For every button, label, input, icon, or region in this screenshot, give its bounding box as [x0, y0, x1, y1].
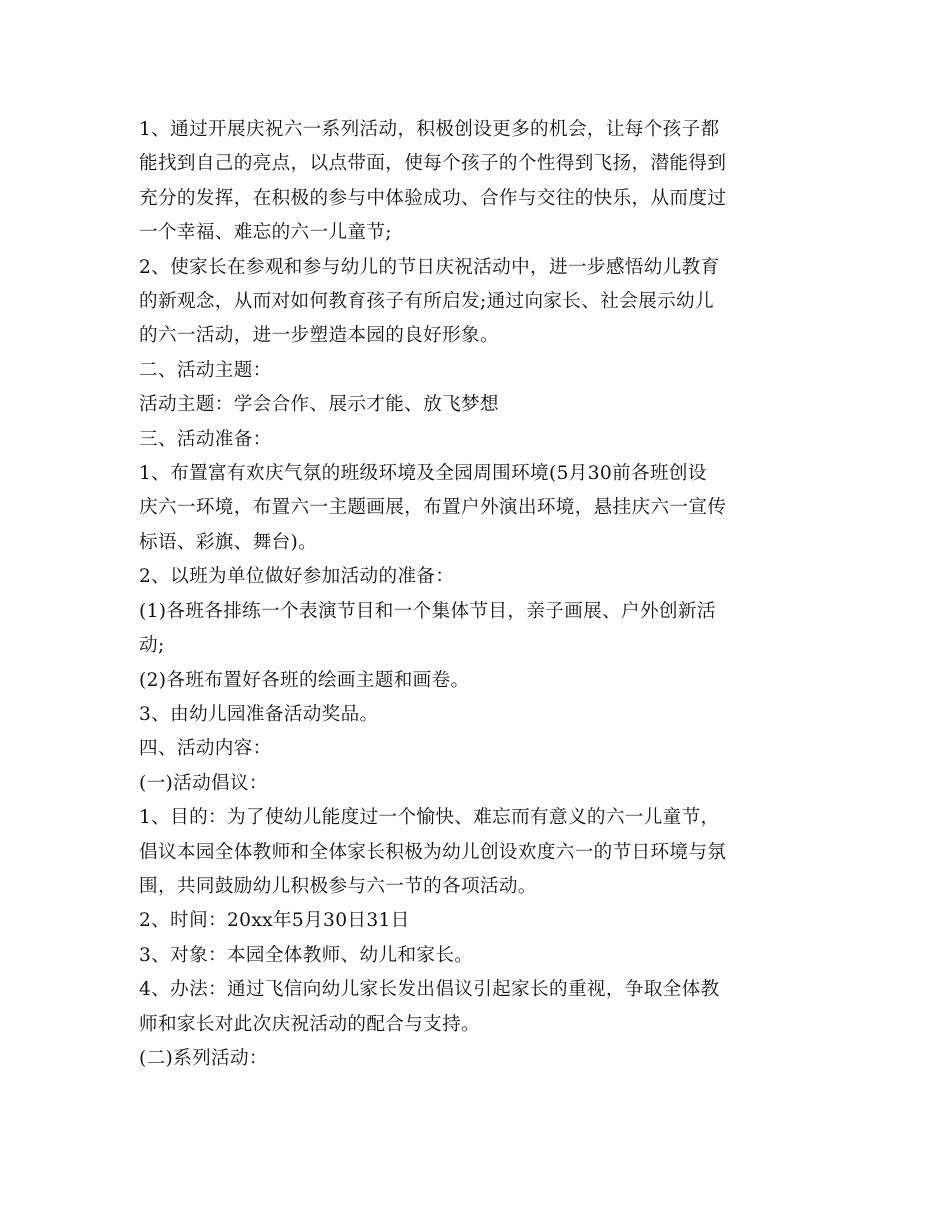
text-line: 3、对象：本园全体教师、幼儿和家长。 [139, 944, 474, 966]
paragraph [139, 113, 819, 251]
text-line: 围，共同鼓励幼儿积极参与六一节的各项活动。 [139, 875, 537, 897]
text-line: 的六一活动，进一步塑造本园的良好形象。 [139, 325, 499, 347]
text-line: 2、使家长在参观和参与幼儿的节日庆祝活动中，进一步感悟幼儿教育 [139, 256, 720, 278]
text-line: 3、由幼儿园准备活动奖品。 [139, 703, 379, 725]
paragraph [139, 767, 819, 801]
text-line: 1、布置富有欢庆气氛的班级环境及全园周围环境(5月30前各班创设 [139, 463, 707, 485]
paragraph [139, 423, 819, 457]
text-line: 师和家长对此次庆祝活动的配合与支持。 [139, 1013, 480, 1035]
text-line: 的新观念，从而对如何教育孩子有所启发;通过向家长、社会展示幼儿 [139, 291, 714, 313]
text-line: 活动主题：学会合作、展示才能、放飞梦想 [139, 394, 499, 416]
text-line: 一个幸福、难忘的六一儿童节; [139, 222, 392, 244]
text-line: 动; [139, 635, 165, 657]
text-line: (一)活动倡议： [139, 772, 268, 794]
text-line: 四、活动内容： [139, 738, 272, 760]
paragraph [139, 560, 819, 594]
paragraph [139, 801, 819, 904]
text-line: 2、时间：20xx年5月30日31日 [139, 910, 410, 932]
text-line: (二)系列活动： [139, 1047, 268, 1069]
text-line: 充分的发挥，在积极的参与中体验成功、合作与交往的快乐，从而度过 [139, 187, 727, 209]
text-line: 倡议本园全体教师和全体家长积极为幼儿创设欢度六一的节日环境与氛 [139, 841, 727, 863]
text-line: 二、活动主题： [139, 359, 272, 381]
paragraph [139, 457, 819, 560]
text-line: 庆六一环境，布置六一主题画展，布置户外演出环境，悬挂庆六一宣传 [139, 497, 727, 519]
paragraph [139, 698, 819, 732]
text-line: (1)各班各排练一个表演节目和一个集体节目，亲子画展、户外创新活 [139, 600, 716, 622]
text-line: 三、活动准备： [139, 428, 272, 450]
paragraph [139, 904, 819, 938]
paragraph [139, 388, 819, 422]
paragraph [139, 595, 819, 664]
paragraph [139, 354, 819, 388]
text-line: 4、办法：通过飞信向幼儿家长发出倡议引起家长的重视，争取全体教 [139, 979, 720, 1001]
paragraph [139, 664, 819, 698]
text-line: 2、以班为单位做好参加活动的准备： [139, 566, 455, 588]
paragraph [139, 251, 819, 354]
text-line: 能找到自己的亮点，以点带面，使每个孩子的个性得到飞扬，潜能得到 [139, 153, 727, 175]
text-line: 标语、彩旗、舞台)。 [139, 531, 318, 553]
paragraph [139, 1042, 819, 1076]
text-line: 1、目的：为了使幼儿能度过一个愉快、难忘而有意义的六一儿童节， [139, 807, 720, 829]
paragraph [139, 939, 819, 973]
document-body [139, 113, 819, 1076]
text-line: (2)各班布置好各班的绘画主题和画卷。 [139, 669, 470, 691]
text-line: 1、通过开展庆祝六一系列活动，积极创设更多的机会，让每个孩子都 [139, 119, 720, 140]
paragraph [139, 973, 819, 1042]
paragraph [139, 732, 819, 766]
